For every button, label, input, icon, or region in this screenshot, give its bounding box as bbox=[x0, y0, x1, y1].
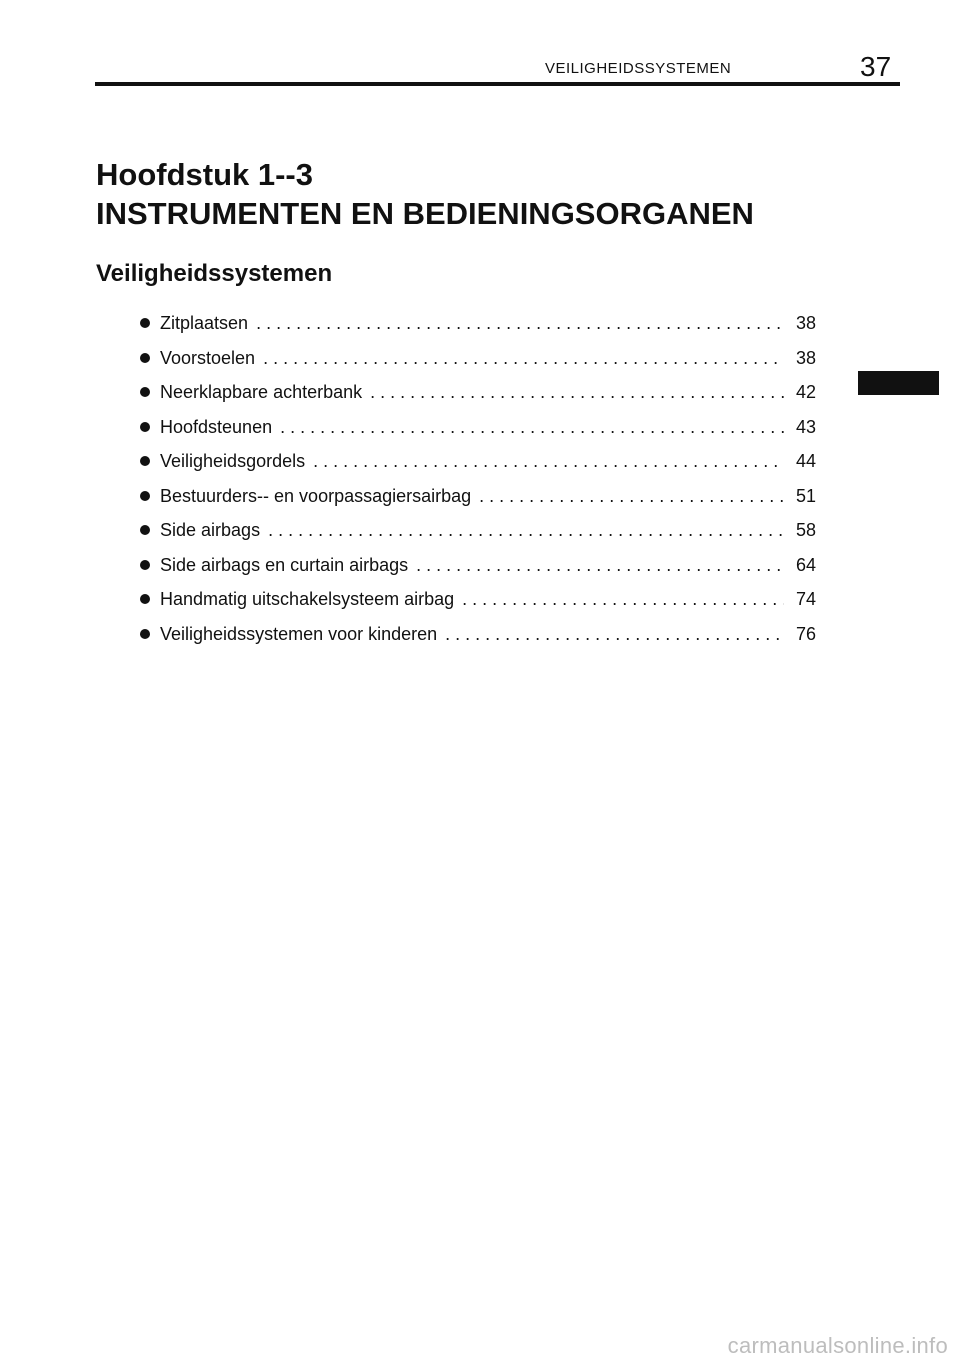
dot-leader bbox=[263, 348, 784, 369]
chapter-number: Hoofdstuk 1--3 bbox=[96, 157, 313, 192]
toc-item-page: 58 bbox=[795, 520, 816, 540]
toc-item-page: 74 bbox=[795, 589, 816, 609]
toc-item-label: Neerklapbare achterbank bbox=[160, 382, 363, 402]
toc-item-label: Bestuurders-- en voorpassagiersairbag bbox=[160, 485, 472, 506]
table-of-contents bbox=[140, 313, 816, 658]
dot-leader bbox=[479, 486, 784, 507]
bullet-icon bbox=[140, 560, 150, 570]
toc-item-label: Veiligheidsgordels bbox=[160, 451, 306, 471]
toc-item-page: 51 bbox=[795, 485, 816, 506]
section-title: Veiligheidssystemen bbox=[96, 260, 333, 287]
dot-leader bbox=[370, 382, 784, 403]
toc-item-label: Handmatig uitschakelsysteem airbag bbox=[160, 589, 455, 609]
bullet-icon bbox=[140, 387, 150, 397]
toc-item[interactable] bbox=[140, 313, 816, 348]
chapter-title: INSTRUMENTEN EN BEDIENINGSORGANEN bbox=[96, 196, 754, 231]
toc-item[interactable] bbox=[140, 589, 816, 624]
watermark: carmanualsonline.info bbox=[727, 1333, 948, 1358]
bullet-icon bbox=[140, 525, 150, 535]
toc-item-label: Side airbags bbox=[160, 520, 261, 540]
bullet-icon bbox=[140, 456, 150, 466]
toc-item[interactable] bbox=[140, 486, 816, 521]
dot-leader bbox=[313, 451, 784, 472]
bullet-icon bbox=[140, 318, 150, 328]
bullet-icon bbox=[140, 491, 150, 501]
bullet-icon bbox=[140, 629, 150, 639]
running-header-title: VEILIGHEIDSSYSTEMEN bbox=[545, 60, 732, 77]
toc-item-page: 76 bbox=[795, 623, 816, 644]
toc-item-page: 42 bbox=[795, 382, 816, 402]
toc-item-page: 64 bbox=[795, 554, 816, 575]
toc-item[interactable] bbox=[140, 624, 816, 659]
toc-item[interactable] bbox=[140, 382, 816, 417]
toc-item[interactable] bbox=[140, 348, 816, 383]
toc-item-page: 38 bbox=[795, 313, 816, 333]
toc-item-label: Side airbags en curtain airbags bbox=[160, 554, 409, 575]
toc-item-label: Veiligheidssystemen voor kinderen bbox=[160, 623, 438, 644]
dot-leader bbox=[280, 417, 784, 438]
dot-leader bbox=[256, 313, 784, 334]
toc-item[interactable] bbox=[140, 520, 816, 555]
chapter-tab-marker bbox=[858, 371, 939, 395]
toc-item[interactable] bbox=[140, 555, 816, 590]
dot-leader bbox=[268, 520, 784, 541]
bullet-icon bbox=[140, 594, 150, 604]
toc-item[interactable] bbox=[140, 451, 816, 486]
toc-item-label: Voorstoelen bbox=[160, 347, 256, 368]
toc-item-page: 44 bbox=[795, 451, 816, 471]
toc-item-page: 38 bbox=[795, 347, 816, 368]
toc-item-label: Hoofdsteunen bbox=[160, 416, 273, 437]
toc-item-label: Zitplaatsen bbox=[160, 313, 249, 333]
dot-leader bbox=[462, 589, 784, 610]
page-number: 37 bbox=[860, 51, 892, 82]
dot-leader bbox=[416, 555, 784, 576]
toc-item-page: 43 bbox=[795, 416, 816, 437]
toc-item[interactable] bbox=[140, 417, 816, 452]
bullet-icon bbox=[140, 353, 150, 363]
header-rule bbox=[95, 82, 900, 86]
dot-leader bbox=[445, 624, 784, 645]
bullet-icon bbox=[140, 422, 150, 432]
